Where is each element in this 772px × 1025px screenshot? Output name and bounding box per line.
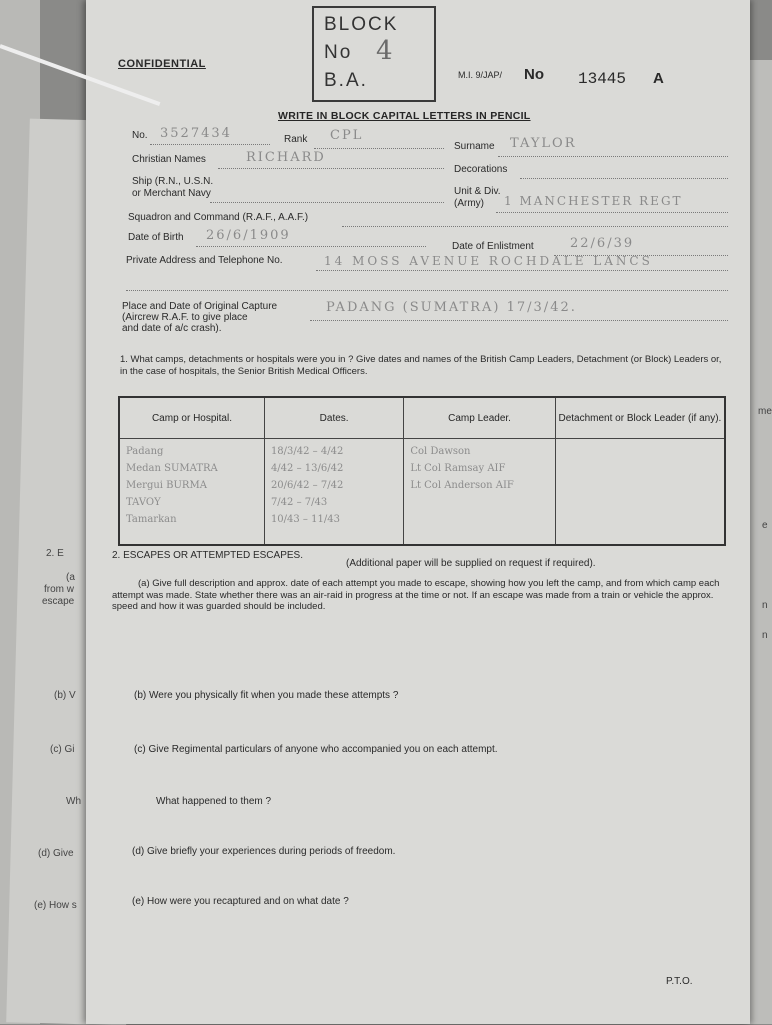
camp-name: Padang bbox=[126, 446, 164, 457]
reference-code: M.I. 9/JAP/ bbox=[458, 70, 503, 80]
block-line: B.A. bbox=[324, 70, 368, 91]
question-2c-followup: What happened to them ? bbox=[156, 796, 272, 807]
camp-dates: 4/42 – 13/6/42 bbox=[270, 463, 344, 474]
question-2b: (b) Were you physically fit when you made these attempts ? bbox=[134, 690, 399, 701]
field-line bbox=[342, 226, 728, 227]
form-sheet bbox=[86, 0, 750, 1024]
camp-dates: 7/42 – 7/43 bbox=[270, 497, 328, 508]
address-value: 14 MOSS AVENUE ROCHDALE LANCS bbox=[324, 254, 653, 268]
background-text: (e) How s bbox=[34, 900, 77, 911]
field-line bbox=[210, 202, 444, 203]
field-line bbox=[196, 246, 426, 247]
field-line bbox=[496, 212, 728, 213]
block-line: BLOCK bbox=[324, 14, 399, 35]
service-number-value: 3527434 bbox=[160, 126, 232, 141]
camp-leader: Col Dawson bbox=[410, 446, 471, 457]
field-line bbox=[520, 178, 728, 179]
camp-dates: 10/43 – 11/43 bbox=[270, 514, 340, 525]
camp-leader: Lt Col Anderson AIF bbox=[410, 480, 514, 491]
number-label: No bbox=[524, 66, 544, 83]
column-header: Dates. bbox=[264, 397, 403, 439]
question-2a: (a) Give full description and approx. date of each attempt you made to escape, showing how you left the camp, and from which camp each attempt was made. State whether there was an air-raid in progress at the time or not. If an escape was made from a train or vehicle the approx. speed and how it was guarded should be included. bbox=[112, 578, 720, 612]
block-number-handwritten: 4 bbox=[376, 36, 395, 66]
background-text: Wh bbox=[66, 796, 81, 807]
field-line bbox=[498, 156, 728, 157]
background-text: n bbox=[762, 630, 768, 641]
background-text: (d) Give bbox=[38, 848, 74, 859]
serial-number: 13445 bbox=[578, 70, 627, 88]
background-text: me bbox=[758, 406, 772, 417]
christian-names-value: RICHARD bbox=[246, 150, 326, 165]
camps-cell bbox=[119, 439, 264, 546]
background-text: n bbox=[762, 600, 768, 611]
question-1: 1. What camps, detachments or hospitals were you in ? Give dates and names of the British Camp Leaders, Detachment (or Block) Leaders or, in the case of hospitals, the Senior British Medical Officers. bbox=[120, 354, 722, 377]
surname-label: Surname bbox=[454, 141, 495, 152]
column-header: Camp Leader. bbox=[404, 397, 556, 439]
ship-label: or Merchant Navy bbox=[132, 188, 211, 199]
unit-label: (Army) bbox=[454, 198, 484, 209]
rank-label: Rank bbox=[284, 134, 308, 145]
leader-cell bbox=[404, 439, 556, 546]
question-2d: (d) Give briefly your experiences during periods of freedom. bbox=[132, 846, 396, 857]
background-text: (b) V bbox=[54, 690, 76, 701]
classification-label: CONFIDENTIAL bbox=[118, 58, 206, 70]
surname-value: TAYLOR bbox=[510, 136, 577, 151]
field-line bbox=[218, 168, 444, 169]
field-line bbox=[316, 270, 728, 271]
camp-leader: Lt Col Ramsay AIF bbox=[410, 463, 506, 474]
unit-label: Unit & Div. bbox=[454, 186, 501, 197]
camp-name: Tamarkan bbox=[126, 514, 177, 525]
address-label: Private Address and Telephone No. bbox=[126, 255, 283, 266]
section-2-heading: 2. ESCAPES OR ATTEMPTED ESCAPES. bbox=[112, 550, 303, 561]
background-text: (a bbox=[66, 572, 75, 583]
field-line bbox=[150, 144, 270, 145]
unit-value: 1 MANCHESTER REGT bbox=[504, 194, 683, 208]
detachment-cell bbox=[555, 439, 725, 546]
question-2e: (e) How were you recaptured and on what date ? bbox=[132, 896, 349, 907]
background-text: e bbox=[762, 520, 768, 531]
block-stamp bbox=[312, 6, 436, 102]
date-of-birth-label: Date of Birth bbox=[128, 232, 184, 243]
date-of-birth-value: 26/6/1909 bbox=[206, 228, 291, 243]
decorations-label: Decorations bbox=[454, 164, 508, 175]
background-text: (c) Gi bbox=[50, 744, 75, 755]
block-line: No bbox=[324, 42, 353, 63]
question-2c: (c) Give Regimental particulars of anyone who accompanied you on each attempt. bbox=[134, 744, 498, 755]
enlistment-label: Date of Enlistment bbox=[452, 241, 534, 252]
serial-suffix: A bbox=[653, 70, 664, 87]
field-line bbox=[126, 290, 728, 291]
please-turn-over: P.T.O. bbox=[666, 976, 693, 987]
column-header: Camp or Hospital. bbox=[119, 397, 264, 439]
camps-table bbox=[118, 396, 726, 546]
camp-name: Mergui BURMA bbox=[126, 480, 207, 491]
background-text: 2. E bbox=[46, 548, 64, 559]
capture-value: PADANG (SUMATRA) 17/3/42. bbox=[326, 300, 577, 315]
enlistment-value: 22/6/39 bbox=[570, 236, 635, 251]
field-line bbox=[310, 320, 728, 321]
camp-dates: 18/3/42 – 4/42 bbox=[270, 446, 344, 457]
capture-label: Place and Date of Original Capture bbox=[122, 301, 278, 312]
background-text: from w bbox=[44, 584, 74, 595]
column-header: Detachment or Block Leader (if any). bbox=[555, 397, 725, 439]
christian-names-label: Christian Names bbox=[132, 154, 206, 165]
instruction-heading: WRITE IN BLOCK CAPITAL LETTERS IN PENCIL bbox=[278, 110, 531, 122]
service-number-label: No. bbox=[132, 130, 148, 141]
camp-name: TAVOY bbox=[126, 497, 161, 508]
section-2-note: (Additional paper will be supplied on request if required). bbox=[346, 558, 596, 569]
rank-value: CPL bbox=[330, 128, 364, 143]
ship-label: Ship (R.N., U.S.N. bbox=[132, 176, 214, 187]
field-line bbox=[314, 148, 444, 149]
squadron-label: Squadron and Command (R.A.F., A.A.F.) bbox=[128, 212, 309, 223]
dates-cell bbox=[264, 439, 403, 546]
background-text: escape bbox=[42, 596, 75, 607]
capture-label: (Aircrew R.A.F. to give place bbox=[122, 312, 248, 323]
camp-name: Medan SUMATRA bbox=[126, 463, 218, 474]
camp-dates: 20/6/42 – 7/42 bbox=[270, 480, 344, 491]
capture-label: and date of a/c crash). bbox=[122, 323, 222, 334]
